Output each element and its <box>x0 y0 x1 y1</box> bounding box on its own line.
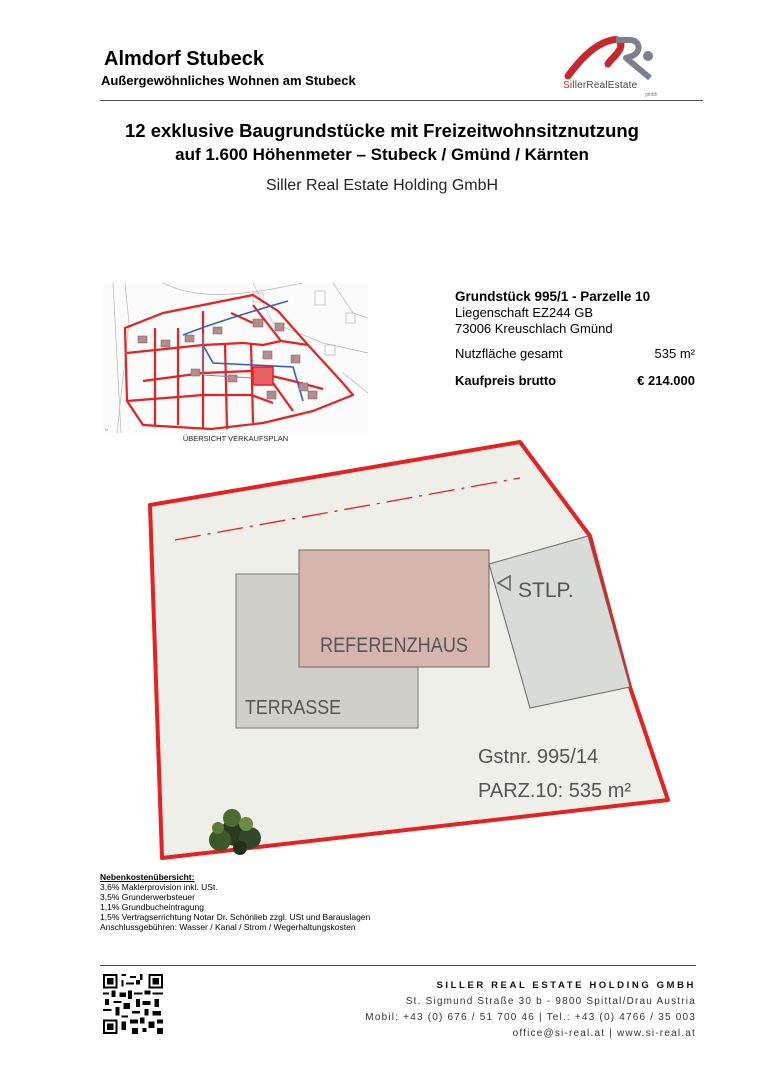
footer-divider <box>100 965 696 966</box>
plot-title: Grundstück 995/1 - Parzelle 10 <box>455 289 651 304</box>
area-row <box>455 346 695 361</box>
parcel-plan <box>100 440 700 870</box>
header-title: Almdorf Stubeck <box>104 48 265 70</box>
footer-address: St. Sigmund Straße 30 b - 9800 Spittal/Drau Austria <box>405 996 696 1007</box>
footer-phone: Mobil: +43 (0) 676 / 51 700 46 | Tel.: +43 (0) 4766 / 35 003 <box>365 1012 696 1023</box>
parcel-number: Gstnr. 995/14 <box>478 746 599 768</box>
footer-web: office@si-real.at | www.si-real.at <box>512 1028 696 1039</box>
terrace-label: TERRASSE <box>245 697 341 719</box>
company-line: Siller Real Estate Holding GmbH <box>265 177 499 194</box>
plot-registry: Liegenschaft EZ244 GB <box>455 305 594 320</box>
overview-site-plan <box>103 283 368 433</box>
plot-location: 73006 Kreuschlach Gmünd <box>455 321 613 336</box>
price-row <box>455 373 695 388</box>
additional-costs <box>100 872 370 932</box>
costs-title: Nebenkostenübersicht: <box>100 872 195 882</box>
parcel-area: PARZ.10: 535 m² <box>478 780 632 802</box>
parking-label: STLP. <box>518 579 574 602</box>
price-label: Kaufpreis brutto <box>455 373 557 388</box>
house-label: REFERENZHAUS <box>320 634 468 657</box>
area-value: 535 m² <box>654 346 695 361</box>
footer-company: SILLER REAL ESTATE HOLDING GMBH <box>436 980 696 991</box>
logo-small-text: gmbh <box>645 92 658 98</box>
price-value: € 214.000 <box>637 373 695 388</box>
cost-item: 3,6% Maklerprovision inkl. USt. <box>100 882 218 892</box>
footer-contact <box>365 978 696 1042</box>
cost-item: 3,5% Grunderwerbsteuer <box>100 892 195 902</box>
svg-text:N: N <box>105 427 108 432</box>
main-subheading: auf 1.600 Höhenmeter – Stubeck / Gmünd / Kärnten <box>175 145 589 164</box>
qr-code <box>103 974 163 1034</box>
area-label: Nutzfläche gesamt <box>455 346 563 361</box>
cost-item: 1,5% Vertragserrichtung Notar Dr. Schönlieb zzgl. USt und Barauslagen <box>100 912 371 922</box>
header-divider <box>100 100 703 101</box>
cost-item: Anschlussgebühren: Wasser / Kanal / Strom / Wegerhaltungskosten <box>100 922 356 932</box>
cost-item: 1,1% Grundbucheintragung <box>100 902 204 912</box>
main-heading: 12 exklusive Baugrundstücke mit Freizeitwohnsitznutzung <box>125 120 639 141</box>
plot-info <box>455 289 695 388</box>
overview-caption: ÜBERSICHT VERKAUFSPLAN <box>182 434 289 443</box>
logo-wordmark: SillerRealEstate <box>563 80 638 91</box>
header-subtitle: Außergewöhnliches Wohnen am Stubeck <box>101 73 356 88</box>
